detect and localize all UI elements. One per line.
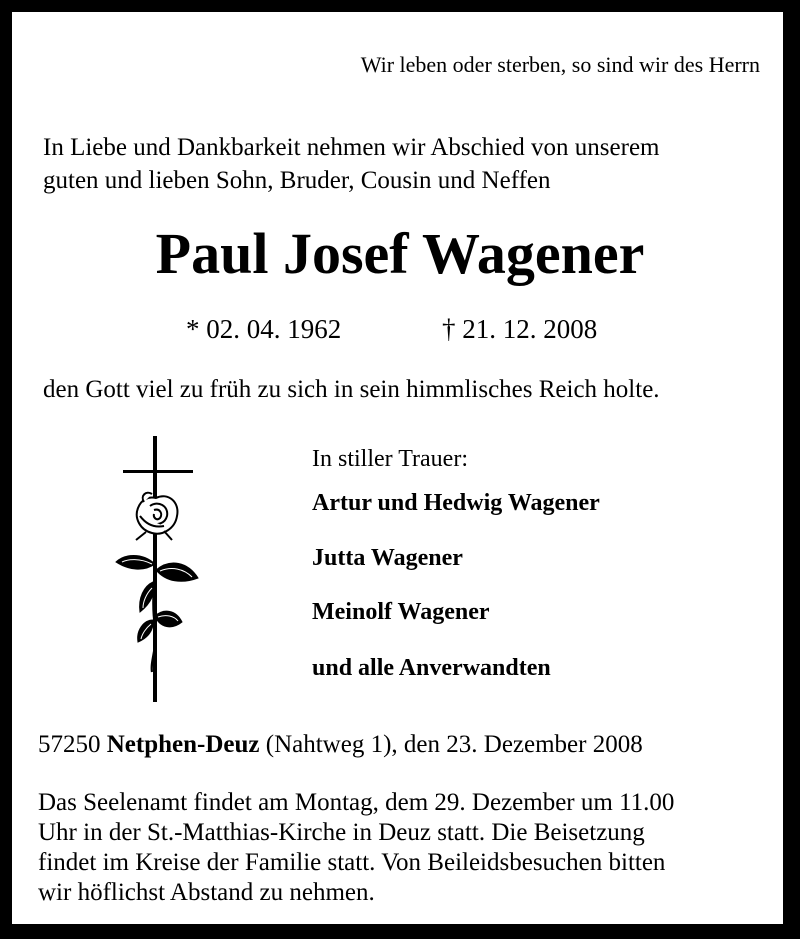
notice-line-4: wir höflichst Abstand zu nehmen. (38, 879, 375, 906)
funeral-notice (38, 788, 778, 908)
deceased-name: Paul Josef Wagener (155, 221, 645, 286)
postcode: 57250 (38, 731, 101, 758)
cross-with-rose-icon (106, 436, 206, 702)
mourner-name: und alle Anverwandten (312, 655, 551, 681)
intro-line-2: guten und lieben Sohn, Bruder, Cousin und Neffen (43, 167, 551, 194)
mourning-label: In stiller Trauer: (312, 446, 468, 472)
birth-date: * 02. 04. 1962 (186, 314, 342, 344)
intro-line-1: In Liebe und Dankbarkeit nehmen wir Abschied von unserem (43, 134, 660, 161)
closing-line: den Gott viel zu früh zu sich in sein himmlisches Reich holte. (43, 376, 660, 403)
town-name: Netphen-Deuz (106, 731, 260, 758)
notice-line-3: findet im Kreise der Familie statt. Von Beileidsbesuchen bitten (38, 849, 666, 876)
mourner-name: Jutta Wagener (312, 545, 463, 571)
death-date: † 21. 12. 2008 (442, 314, 598, 344)
bible-motto: Wir leben oder sterben, so sind wir des Herrn (360, 52, 760, 77)
notice-line-2: Uhr in der St.-Matthias-Kirche in Deuz statt. Die Beisetzung (38, 819, 645, 846)
notice-line-1: Das Seelenamt findet am Montag, dem 29. Dezember um 11.00 (38, 789, 675, 816)
mourner-name: Artur und Hedwig Wagener (312, 490, 600, 516)
mourner-name: Meinolf Wagener (312, 599, 490, 625)
address-date: (Nahtweg 1), den 23. Dezember 2008 (265, 731, 643, 758)
intro-text (43, 131, 763, 197)
place-date-line (38, 731, 643, 759)
